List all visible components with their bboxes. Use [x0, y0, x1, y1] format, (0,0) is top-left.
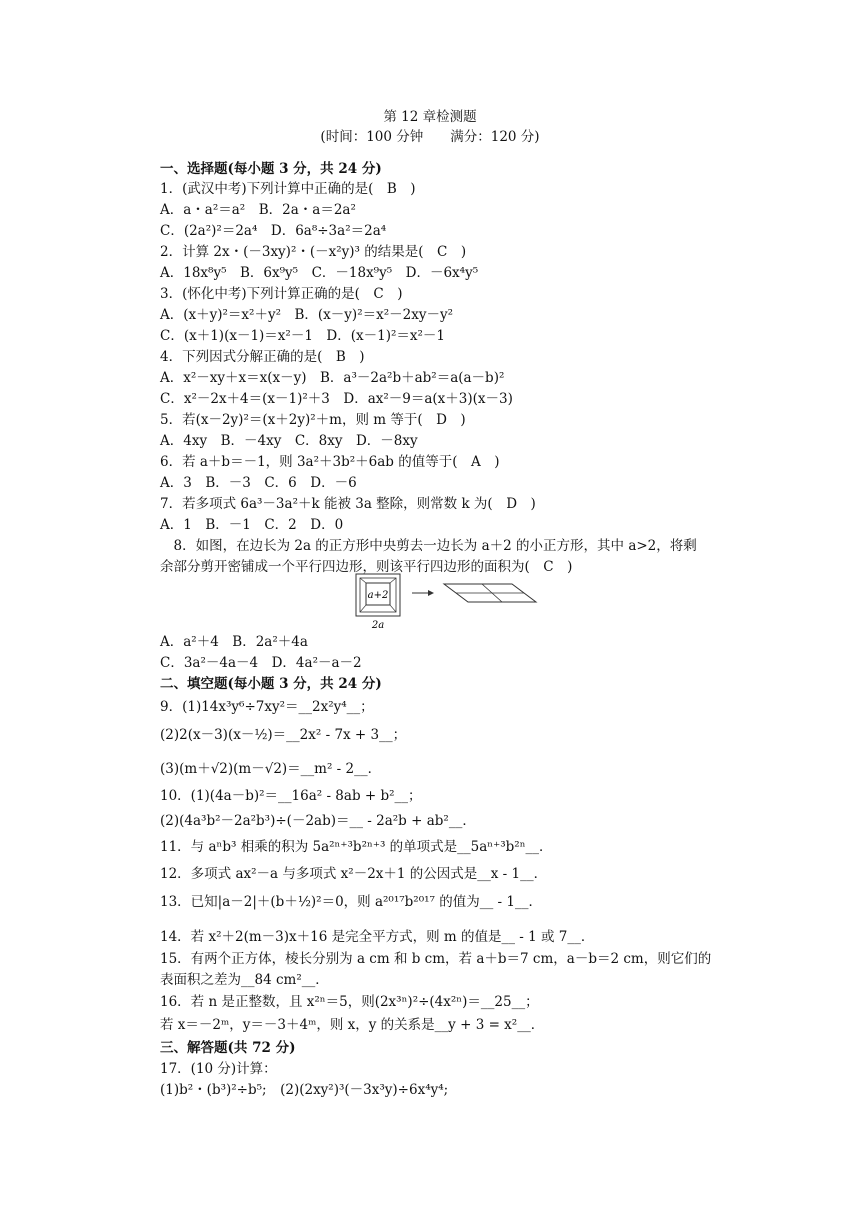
- line-s2: 二、填空题(每小题 3 分，共 24 分): [160, 676, 382, 692]
- outer-label: 2a: [371, 620, 385, 630]
- line-q16b: 若 x＝－2ᵐ，y＝－3＋4ᵐ，则 x，y 的关系是__y + 3 = x²__．: [160, 1017, 545, 1033]
- page-subtitle: (时间：100 分钟 满分：120 分): [320, 129, 540, 145]
- line-q8b: 余部分剪开密铺成一个平行四边形，则该平行四边形的面积为( C ): [160, 559, 573, 575]
- figure-square-to-parallelogram: [352, 572, 542, 630]
- line-q5a: A．4xy B．－4xy C．8xy D．－8xy: [160, 433, 418, 449]
- line-q17: 17．(10 分)计算：: [160, 1061, 277, 1077]
- line-s1: 一、选择题(每小题 3 分，共 24 分): [160, 161, 382, 177]
- line-q7: 7．若多项式 6a³－3a²＋k 能被 3a 整除，则常数 k 为( D ): [160, 496, 536, 512]
- line-q10a: 10．(1)(4a－b)²＝__16a² - 8ab + b²__；: [160, 788, 422, 804]
- line-q3: 3．(怀化中考)下列计算正确的是( C ): [160, 286, 403, 302]
- line-q15b: 表面积之差为__84 cm²__．: [160, 972, 329, 988]
- line-q16a: 16．若 n 是正整数，且 x²ⁿ＝5，则(2x³ⁿ)²÷(4x²ⁿ)＝__25__；: [160, 994, 539, 1010]
- line-q2: 2．计算 2x・(－3xy)²・(－x²y)³ 的结果是( C ): [160, 244, 467, 260]
- line-q1: 1．(武汉中考)下列计算中正确的是( B ): [160, 181, 416, 197]
- line-q10b: (2)(4a³b²－2a²b³)÷(－2ab)＝__ - 2a²b + ab²__．: [160, 813, 476, 829]
- line-q12: 12．多项式 ax²－a 与多项式 x²－2x＋1 的公因式是__x - 1__．: [160, 866, 548, 882]
- line-q7a: A．1 B．－1 C．2 D．0: [160, 517, 344, 533]
- line-q8a: 8．如图，在边长为 2a 的正方形中央剪去一边长为 a＋2 的小正方形，其中 a>2，将剩: [160, 538, 697, 554]
- line-q3c: C．(x＋1)(x－1)＝x²－1 D．(x－1)²＝x²－1: [160, 328, 446, 344]
- line-q9c: (3)(m＋√2)(m－√2)＝__m² - 2__．: [160, 761, 382, 777]
- line-q9b: (2)2(x－3)(x－½)＝__2x² - 7x + 3__；: [160, 727, 407, 743]
- line-q13: 13．已知|a－2|＋(b＋½)²＝0，则 a²⁰¹⁷b²⁰¹⁷ 的值为__ - 1__．: [160, 894, 542, 910]
- line-q8o2: C．3a²－4a－4 D．4a²－a－2: [160, 655, 362, 671]
- line-q5: 5．若(x－2y)²＝(x＋2y)²＋m，则 m 等于( D ): [160, 412, 466, 428]
- line-q1c: C．(2a²)²＝2a⁴ D．6a⁸÷3a²＝2a⁴: [160, 223, 387, 239]
- inner-label: a+2: [367, 590, 389, 601]
- line-q6: 6．若 a＋b＝－1，则 3a²＋3b²＋6ab 的值等于( A ): [160, 454, 500, 470]
- line-q9a: 9．(1)14x³y⁶÷7xy²＝__2x²y⁴__；: [160, 699, 374, 715]
- line-q2a: A．18x⁸y⁵ B．6x⁹y⁵ C．－18x⁹y⁵ D．－6x⁴y⁵: [160, 265, 479, 281]
- line-q4: 4．下列因式分解正确的是( B ): [160, 349, 365, 365]
- line-q17a: (1)b²・(b³)²÷b⁵; (2)(2xy²)³(－3x³y)÷6x⁴y⁴;: [160, 1082, 449, 1098]
- line-s3: 三、解答题(共 72 分): [160, 1040, 296, 1056]
- line-q8o1: A．a²＋4 B．2a²＋4a: [160, 634, 308, 650]
- line-q4a: A．x²－xy＋x＝x(x－y) B．a³－2a²b＋ab²＝a(a－b)²: [160, 370, 505, 386]
- line-q6a: A．3 B．－3 C．6 D．－6: [160, 475, 357, 491]
- line-q11: 11．与 aⁿb³ 相乘的积为 5a²ⁿ⁺³b²ⁿ⁺³ 的单项式是__5aⁿ⁺³b²ⁿ__．: [160, 839, 553, 855]
- line-q14: 14．若 x²＋2(m－3)x＋16 是完全平方式，则 m 的值是__ - 1 或 7__．: [160, 929, 595, 945]
- line-q1a: A．a・a²＝a² B．2a・a＝2a²: [160, 202, 356, 218]
- page-title: 第 12 章检测题: [383, 109, 477, 125]
- line-q3a: A．(x＋y)²＝x²＋y² B．(x－y)²＝x²－2xy－y²: [160, 307, 453, 323]
- line-q15a: 15．有两个正方体，棱长分别为 a cm 和 b cm，若 a＋b＝7 cm，a－b＝2 cm，则它们的: [160, 951, 712, 967]
- line-q4c: C．x²－2x＋4＝(x－1)²＋3 D．ax²－9＝a(x＋3)(x－3): [160, 391, 513, 407]
